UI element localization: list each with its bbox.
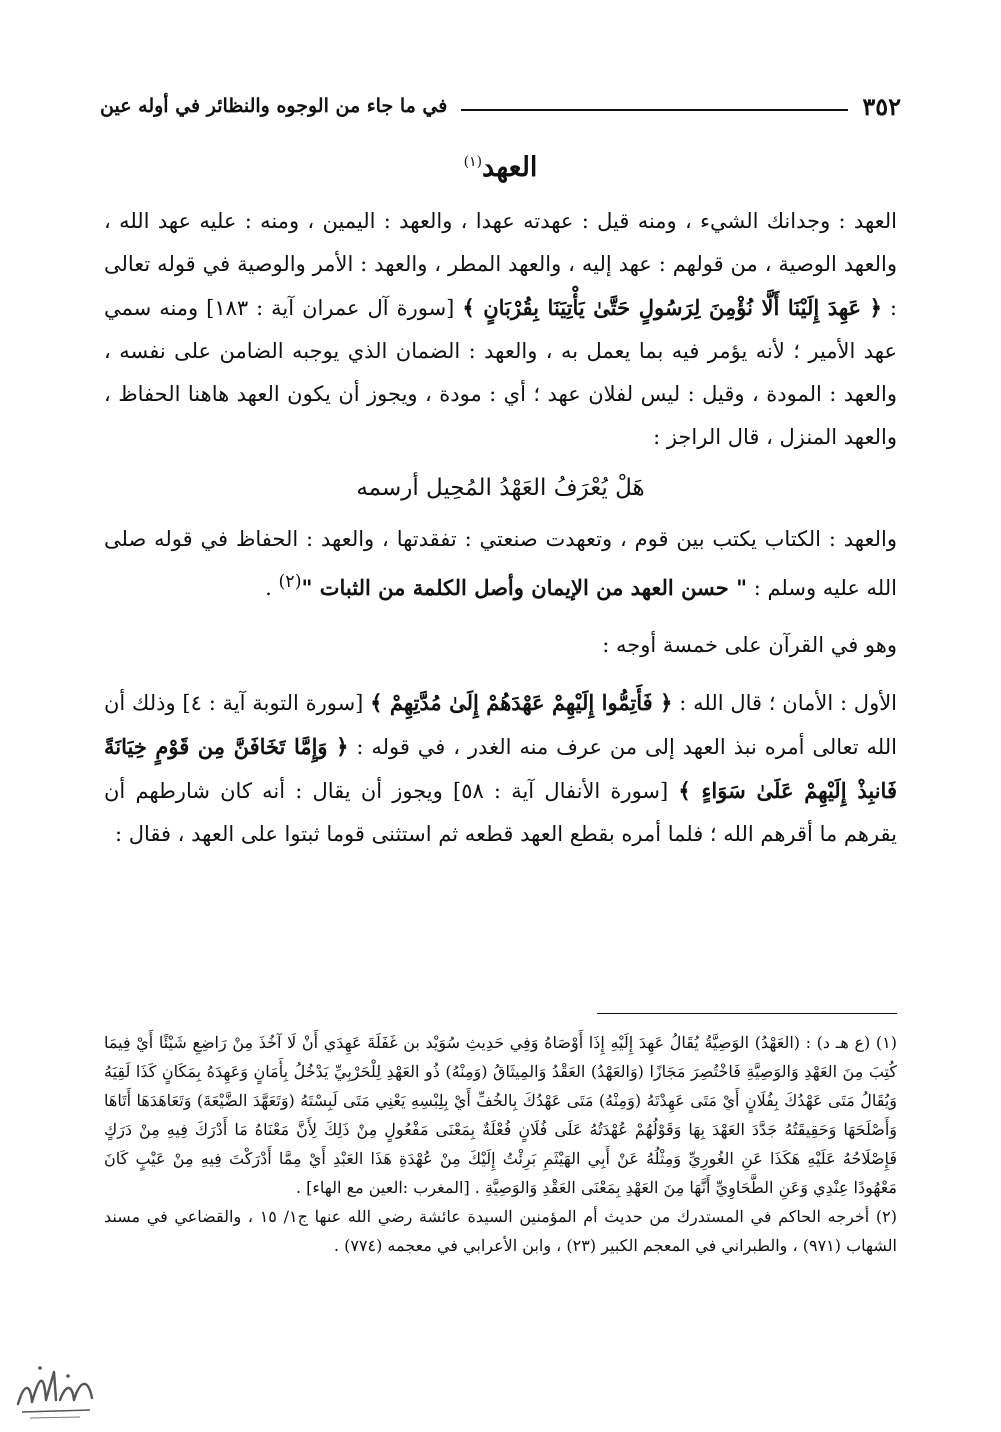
hadith-quote: " حسن العهد من الإيمان وأصل الكلمة من الثبات "	[301, 575, 748, 600]
paragraph-2-text-a: والعهد : الكتاب يكتب بين قوم ، وتعهدت صنعتي : تفقدتها ، والعهد : الحفاظ في قوله صلى الله عليه وسلم :	[104, 527, 897, 600]
paragraph-1-text-a: العهد : وجدانك الشيء ، ومنه قيل : عهدته عهدا ، والعهد : اليمين ، ومنه : عليه عهد الله ، والعهد الوصية ، من قولهم : عهد إليه ، والعهد المطر ، والعهد : الأمر والوصية في قوله تعالى :	[104, 209, 898, 320]
quran-quote-3: ﴿ وَإِمَّا تَخَافَنَّ مِن قَوْمٍ خِيَانَةً فَانبِذْ إِلَيْهِمْ عَلَىٰ سَوَاءٍ ﴾	[104, 734, 897, 803]
paragraph-4-text-a: الأول : الأمان ؛ قال الله :	[672, 691, 898, 715]
paragraph-4-text-b: [سورة التوبة آية : ٤] وذلك أن الله تعالى أمره نبذ العهد إلى من عرف منه الغدر ، في قوله :	[104, 691, 897, 759]
paragraph-4-text-c: [سورة الأنفال آية : ٥٨] ويجوز أن يقال : أنه كان شارطهم أن يقرهم ما أقرهم الله ؛ فلما أمره بقطع العهد قطعه ثم استثنى قوما ثبتوا على العهد ، فقال :	[104, 779, 897, 846]
main-text	[104, 200, 897, 856]
footnote-1: (١) (ع هـ د) : (العَهْدُ) الوَصِيَّةُ يُقَالُ عَهِدَ إِلَيْهِ إِذَا أَوْصَاهُ وَفِي حَدِيثِ سُوَيْد بن غَفَلَةَ عَهِدَي أَنْ لَا آخُذَ مِنْ رَاضِعِ شَيْئًا أَيْ فِيمَا كُتِبَ مِنَ العَهْدِ وَالوَصِيَّةِ فَاخْتُصِرَ مَجَازًا (وَالعَهْدُ) العَقْدُ وَالمِيثَاقُ (وَمِنْهُ) ذُو العَهْدِ لِلْحَرْبِيِّ يَدْخُلُ بِأَمَانٍ وَعَهِدَهُ بِمَكَانٍ كَذَا لَقِيَهُ وَيُقَالُ مَتَى عَهْدُكَ بِفُلَانٍ أَيْ مَتَى عَهِدْتَهُ (وَمِنْهُ) مَتَى عَهْدُكَ بِالخُفِّ أَيْ بِلِبْسِهِ يَعْنِي مَتَى لَبِسْتَهُ (وَتَعَهَّدَ الضَّيْعَةَ) وَتَعَاهَدَهَا أَتَاهَا وَأَصْلَحَهَا وَحَقِيقَتُهُ جَدَّدَ العَهْدَ بِهَا وَقَوْلُهُمْ عُهْدَتُهُ عَلَى فُلَانٍ فُعْلَةٌ بِمَعْنَى مَفْعُولٍ مِنْ ذَلِكَ لِأَنَّ مَعْنَاهُ مَا أَدْرَكَ فِيهِ مِنْ دَرَكٍ فَإِصْلَاحُهُ عَلَيْهِ هَكَذَا عَنِ الغُورِيِّ وَمِثْلُهُ عَنْ أَبِي الهَيْثَمِ بَرِئْتُ إِلَيْكَ مِنْ عُهْدَةِ هَذَا العَبْدِ أَيْ مِمَّا أَدْرَكْتَ فِيهِ مِنْ عَيْبٍ كَانَ مَعْهُودًا عِنْدِي وَعَنِ الطَّحَاوِيِّ أَنَّهَا مِنَ العَهْدِ بِمَعْنَى العَقْدِ وَالوَصِيَّةِ . [المغرب :العين مع الهاء] .	[104, 1033, 898, 1197]
page-header	[100, 86, 901, 126]
footnote-2: (٢) أخرجه الحاكم في المستدرك من حديث أم المؤمنين السيدة عائشة رضي الله عنها ج١/ ١٥ ، والقضاعي في مسند الشهاب (٩٧١) ، والطبراني في المعجم الكبير (٢٣) ، وابن الأعرابي في معجمه (٧٧٤) .	[104, 1207, 898, 1255]
paragraph-1-text-b: [سورة آل عمران آية : ١٨٣] ومنه سمي عهد الأمير ؛ لأنه يؤمر فيه بما يعمل به ، والعهد : الضمان الذي يوجبه الضامن على نفسه ، والعهد : المودة ، وقيل : ليس لفلان عهد ؛ أي : مودة ، ويجوز أن يكون العهد هاهنا الحفاظ ، والعهد المنزل ، قال الراجز :	[104, 296, 897, 449]
calligraphy-watermark-logo	[10, 1354, 100, 1424]
paragraph-1	[104, 200, 897, 459]
running-title: في ما جاء من الوجوه والنظائر في أوله عين	[100, 95, 448, 117]
quran-quote-1: ﴿ عَهِدَ إِلَيْنَا أَلَّا نُؤْمِنَ لِرَسُولٍ حَتَّىٰ يَأْتِيَنَا بِقُرْبَانٍ ﴾	[462, 295, 882, 320]
paragraph-2-text-b: .	[265, 576, 279, 600]
paragraph-2	[104, 518, 897, 610]
section-title	[100, 140, 901, 184]
section-title-text: العهد	[482, 152, 538, 183]
poetry-verse: هَلْ يُعْرَفُ العَهْدُ المُحِيل أرسمه	[356, 475, 645, 501]
paragraph-4	[104, 681, 897, 856]
footnote-rule	[597, 1013, 897, 1014]
section-title-footnote-ref: (١)	[463, 154, 483, 170]
page-number: ٣٥٢	[862, 91, 901, 121]
quran-quote-2: ﴿ فَأَتِمُّوا إِلَيْهِمْ عَهْدَهُمْ إِلَىٰ مُدَّتِهِمْ ﴾	[370, 690, 673, 715]
footnotes	[104, 1028, 897, 1260]
hadith-footnote-ref: (٢)	[278, 572, 302, 592]
paragraph-3: وهو في القرآن على خمسة أوجه :	[602, 633, 897, 657]
watermark-icon	[10, 1354, 100, 1424]
header-rule	[461, 109, 848, 111]
